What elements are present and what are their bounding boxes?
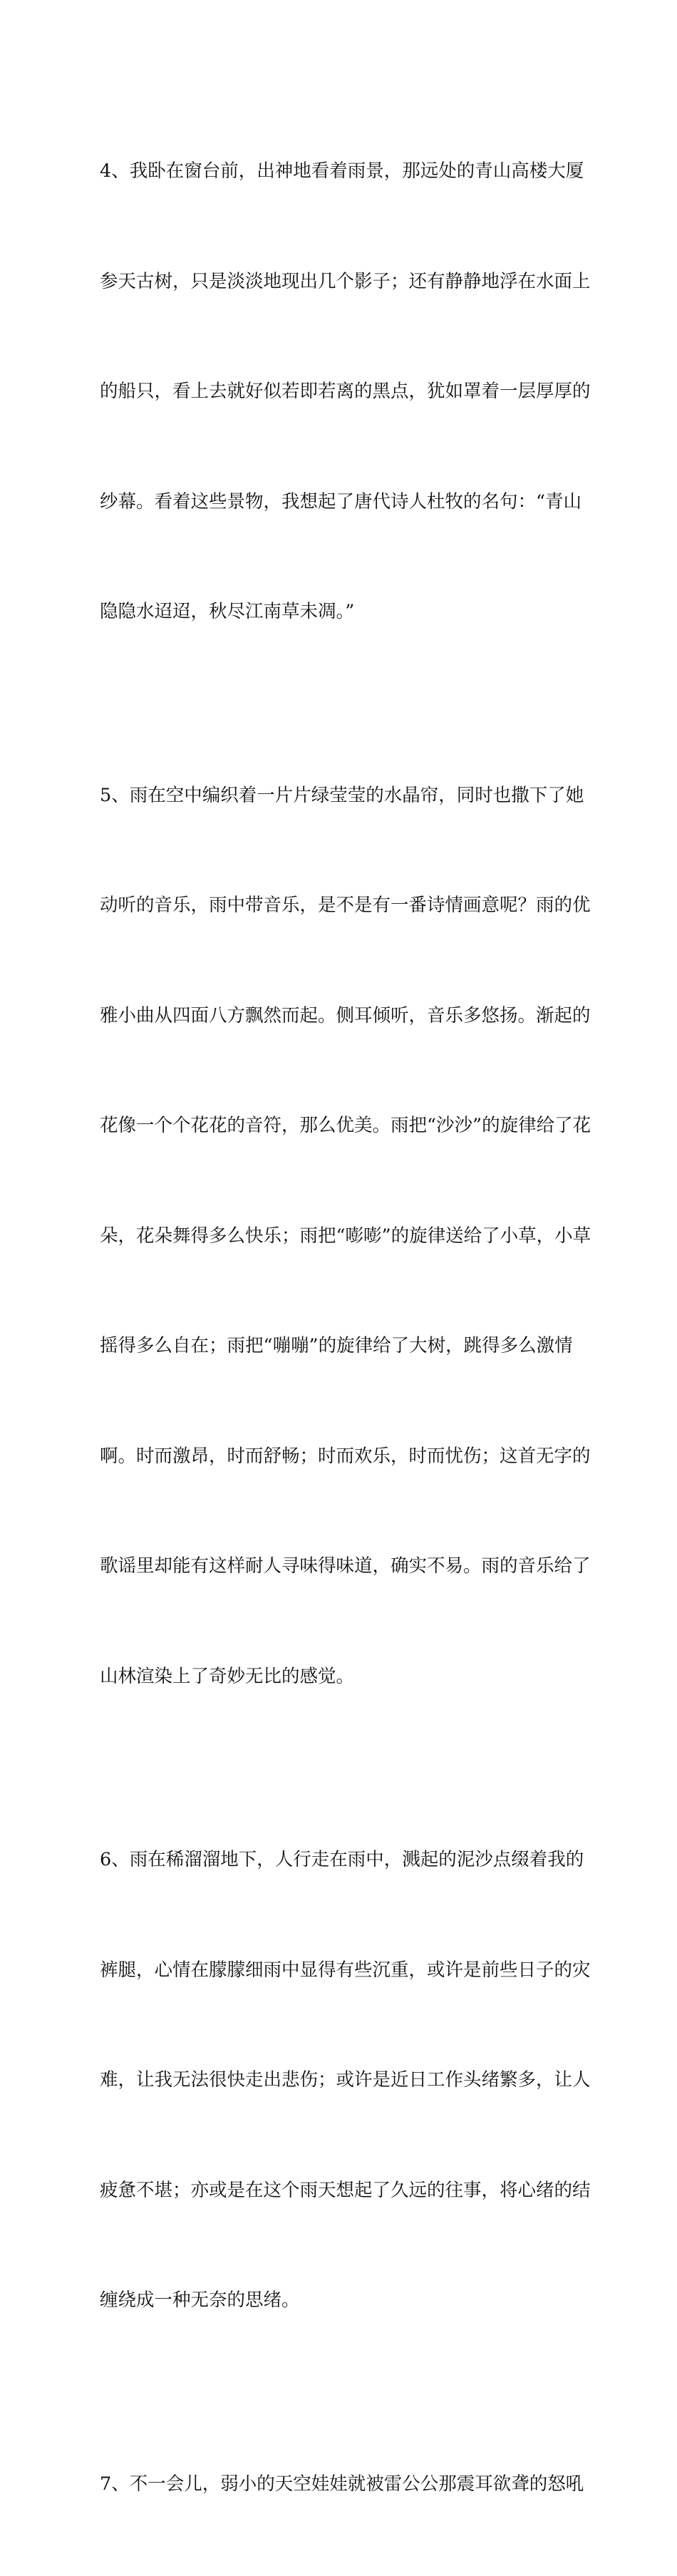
text-line: 疲惫不堪；亦或是在这个雨天想起了久远的往事，将心绪的结: [100, 2173, 584, 2210]
text-line: 难，让我无法很快走出悲伤；或许是近日工作头绪繁多，让人: [100, 2062, 584, 2099]
paragraph-5: [100, 704, 584, 1769]
text-line: 裤腿，心情在朦朦细雨中显得有些沉重，或许是前些日子的灾: [100, 1952, 584, 1989]
text-line: 雅小曲从四面八方飘然而起。侧耳倾听，音乐多悠扬。渐起的: [100, 998, 584, 1035]
text-line: 6、雨在稀溜溜地下，人行走在雨中，溅起的泥沙点缀着我的: [100, 1842, 584, 1879]
document-body: [100, 80, 584, 2576]
text-line: 歌谣里却能有这样耐人寻味得味道，确实不易。雨的音乐给了: [100, 1548, 584, 1585]
text-line: 的船只，看上去就好似若即若离的黑点，犹如罩着一层厚厚的: [100, 373, 584, 411]
text-line: 纱幕。看着这些景物，我想起了唐代诗人杜牧的名句：“青山: [100, 484, 584, 521]
text-line: 动听的音乐，雨中带音乐，是不是有一番诗情画意呢？雨的优: [100, 887, 584, 924]
paragraph-4: [100, 80, 584, 704]
text-line: 缠绕成一种无奈的思绪。: [100, 2282, 584, 2319]
text-line: 隐隐水迢迢，秋尽江南草未凋。”: [100, 594, 584, 631]
text-line: 5、雨在空中编织着一片片绿莹莹的水晶帘，同时也撒下了她: [100, 778, 584, 815]
text-line: 7、不一会儿，弱小的天空娃娃就被雷公公那震耳欲聋的怒吼: [100, 2466, 584, 2503]
text-line: 花像一个个花花的音符，那么优美。雨把“沙沙”的旋律给了花: [100, 1108, 584, 1145]
paragraph-6: [100, 1768, 584, 2393]
text-line: 朵，花朵舞得多么快乐；雨把“嘭嘭”的旋律送给了小草，小草: [100, 1218, 584, 1255]
document-page: [0, 0, 677, 876]
text-line: 参天古树，只是淡淡地现出几个影子；还有静静地浮在水面上: [100, 264, 584, 301]
text-line: 山林渲染上了奇妙无比的感觉。: [100, 1659, 584, 1696]
text-line: 摇得多么自在；雨把“嘣嘣”的旋律给了大树，跳得多么激情: [100, 1328, 584, 1365]
paragraph-7: [100, 2393, 584, 2576]
text-line: 4、我卧在窗台前，出神地看着雨景，那远处的青山高楼大厦: [100, 153, 584, 190]
text-line: 啊。时而激昂，时而舒畅；时而欢乐，时而忧伤；这首无字的: [100, 1438, 584, 1475]
